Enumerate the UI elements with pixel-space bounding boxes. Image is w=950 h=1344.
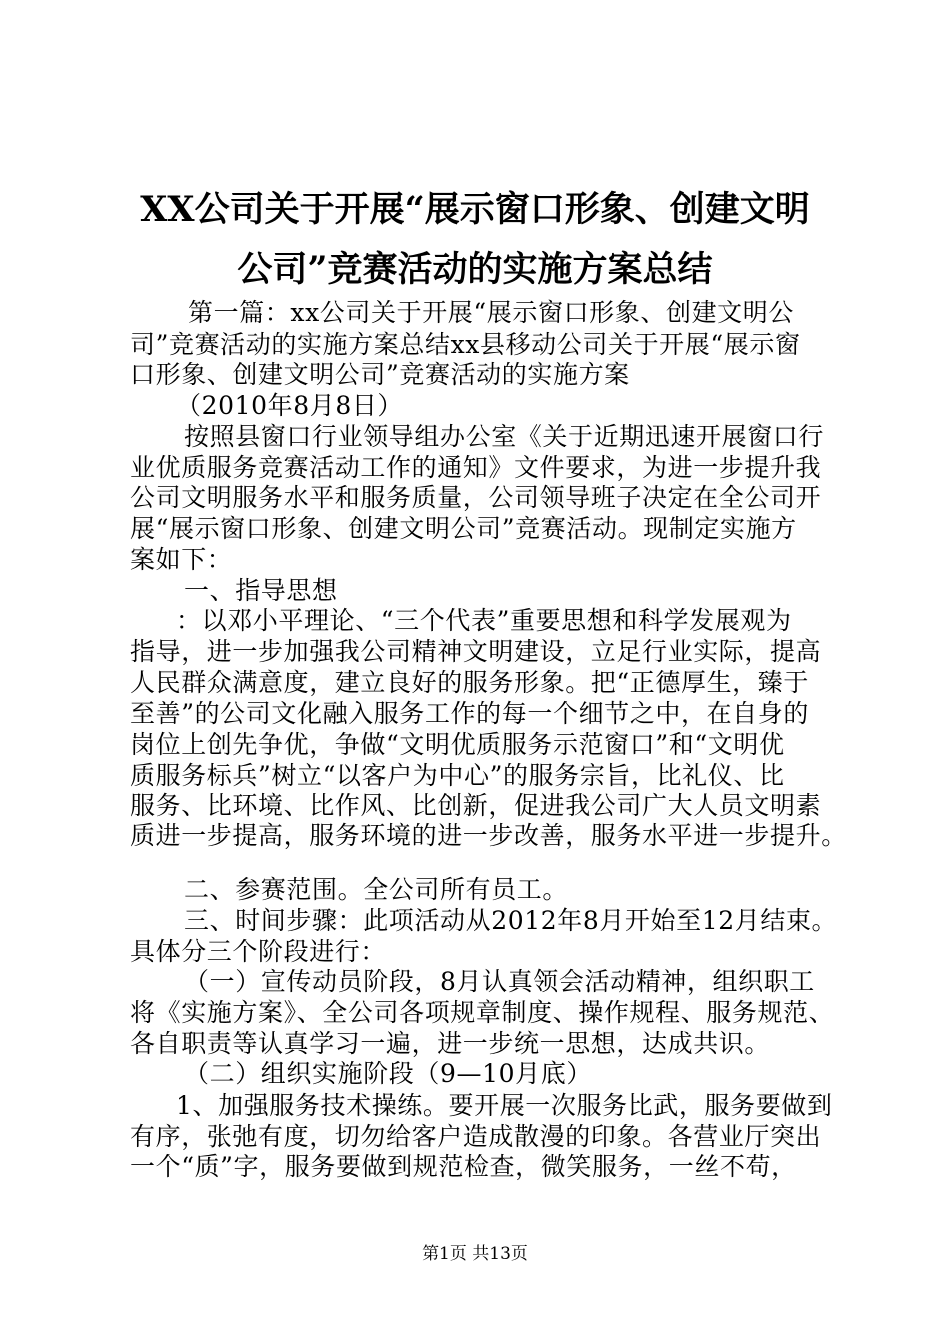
page-footer: 第1页 共13页 (422, 1244, 528, 1264)
body-line: 有序，张弛有度，切勿给客户造成散漫的印象。各营业厅突出 (130, 1122, 822, 1151)
body-line: 第一篇：xx公司关于开展“展示窗口形象、创建文明公 (188, 298, 794, 327)
body-line: ：以邓小平理论、“三个代表”重要思想和科学发展观为 (176, 606, 792, 635)
body-line: 展“展示窗口形象、创建文明公司”竞赛活动。现制定实施方 (130, 514, 797, 543)
section-heading: 一、指导思想 (184, 576, 338, 605)
section-heading: 二、参赛范围。全公司所有员工。 (184, 875, 569, 904)
body-line: 岗位上创先争优，争做“文明优质服务示范窗口”和“文明优 (130, 730, 785, 759)
body-line: 业优质服务竞赛活动工作的通知》文件要求，为进一步提升我 (130, 453, 822, 482)
body-line: 质进一步提高，服务环境的进一步改善，服务水平进一步提升。 (130, 821, 847, 850)
body-line: 质服务标兵”树立“以客户为中心”的服务宗旨，比礼仪、比 (130, 761, 785, 790)
body-line: 指导，进一步加强我公司精神文明建设，立足行业实际，提高 (130, 637, 822, 666)
document-title-line-1: XX公司关于开展“展示窗口形象、创建文明 (140, 189, 810, 230)
body-line: 人民群众满意度，建立良好的服务形象。把“正德厚生，臻于 (130, 668, 809, 697)
body-line: 口形象、创建文明公司”竞赛活动的实施方案 (130, 360, 630, 389)
body-line: 案如下： (130, 545, 233, 574)
body-line: 一个“质”字，服务要做到规范检查，微笑服务，一丝不苟， (130, 1152, 797, 1181)
body-line: 服务、比环境、比作风、比创新，促进我公司广大人员文明素 (130, 791, 822, 820)
section-heading: 三、时间步骤：此项活动从2012年8月开始至12月结束。 (184, 906, 838, 935)
body-line: 各自职责等认真学习一遍，进一步统一思想，达成共识。 (130, 1029, 771, 1058)
body-line: （2010年8月8日） (176, 391, 404, 420)
subsection-heading: （二）组织实施阶段（9—10月底） (184, 1059, 592, 1088)
body-line: 1、加强服务技术操练。要开展一次服务比武，服务要做到 (176, 1091, 833, 1120)
body-line: 至善”的公司文化融入服务工作的每一个细节之中，在自身的 (130, 699, 809, 728)
body-line: 具体分三个阶段进行： (130, 937, 387, 966)
body-line: 将《实施方案》、全公司各项规章制度、操作规程、服务规范、 (130, 998, 835, 1027)
body-line: （一）宣传动员阶段，8月认真领会活动精神，组织职工 (184, 967, 815, 996)
body-line: 按照县窗口行业领导组办公室《关于近期迅速开展窗口行 (184, 422, 825, 451)
document-title-line-2: 公司”竞赛活动的实施方案总结 (237, 249, 713, 290)
body-line: 司”竞赛活动的实施方案总结xx县移动公司关于开展“展示窗 (130, 330, 801, 359)
body-line: 公司文明服务水平和服务质量，公司领导班子决定在全公司开 (130, 483, 822, 512)
